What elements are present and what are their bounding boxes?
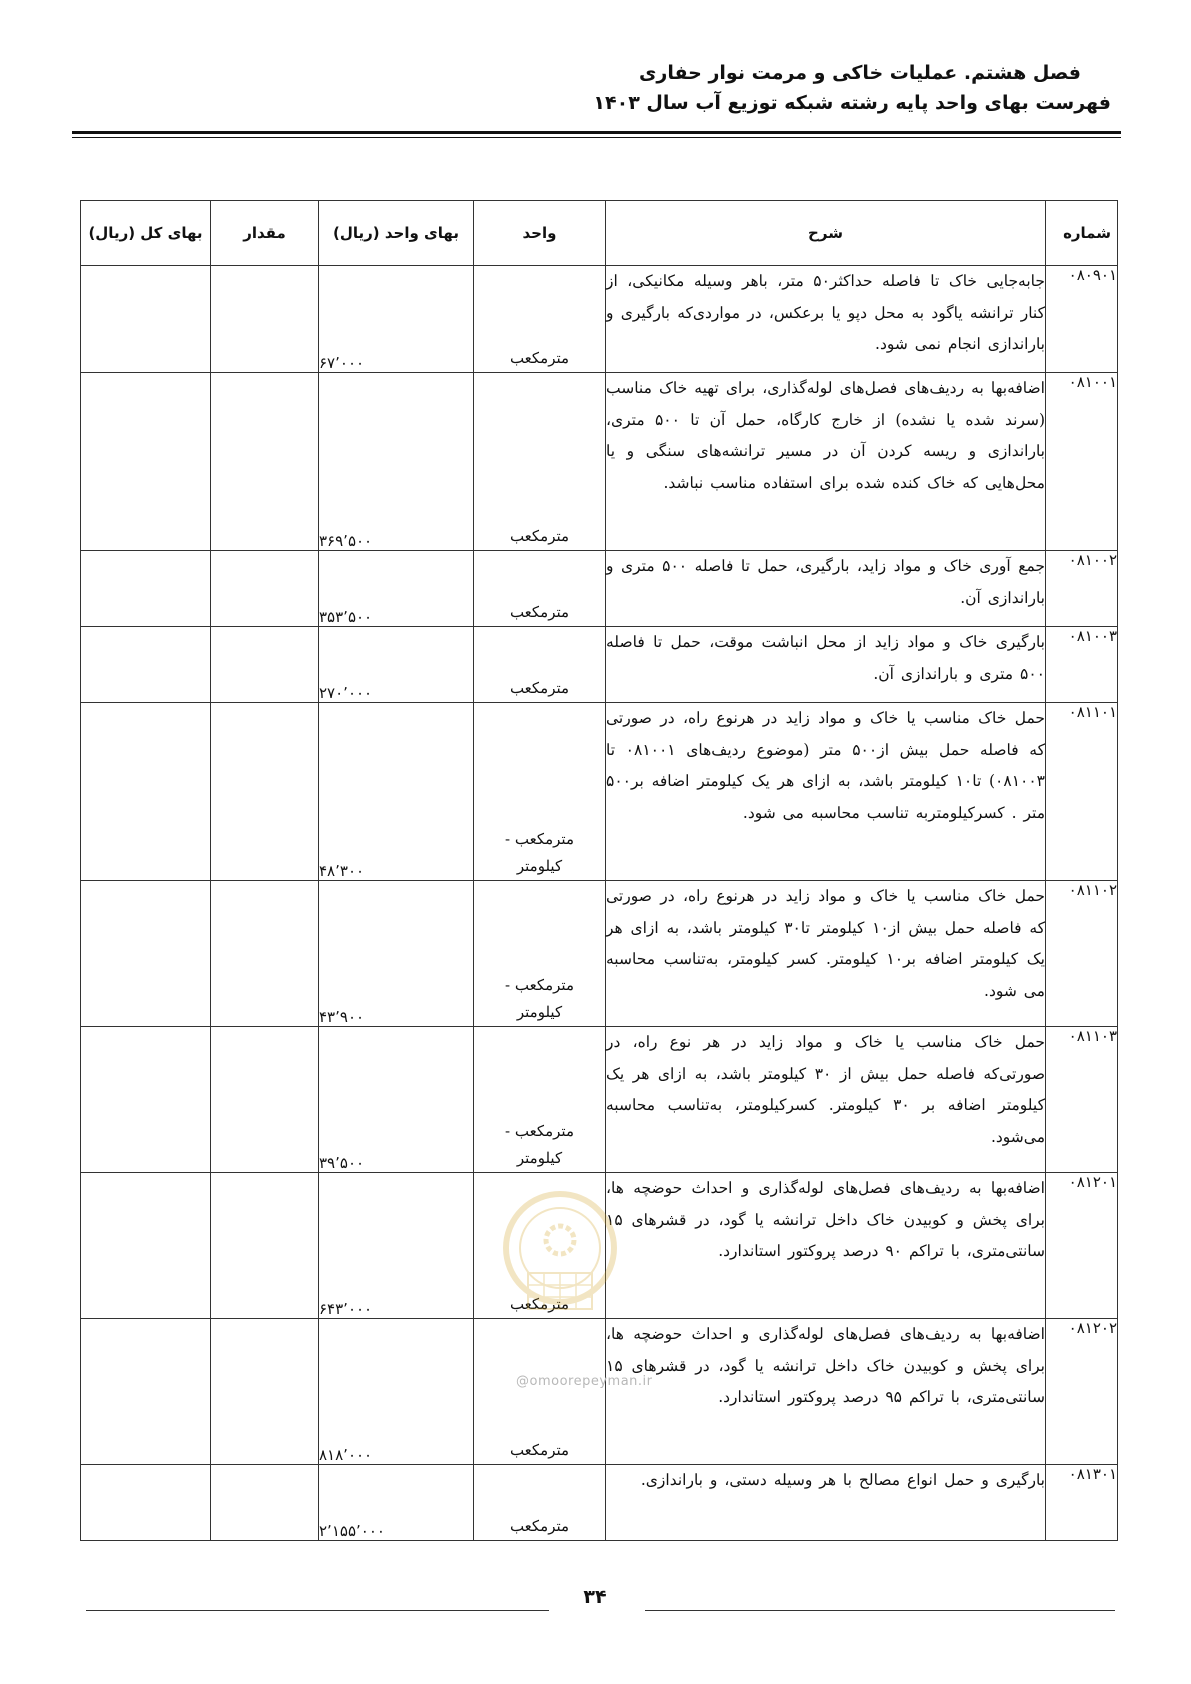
row-total-price xyxy=(81,1465,211,1541)
row-quantity xyxy=(211,1027,319,1173)
row-total-price xyxy=(81,627,211,703)
watermark-text: @omoorepeyman.ir xyxy=(516,1374,653,1389)
row-description: اضافه‌بها به ردیف‌های فصل‌های لوله‌گذاری و احداث حوضچه ها، برای پخش و کوبیدن خاک داخل ترانشه یا گود، در قشرهای ۱۵ سانتی‌متری، با تراکم ۹۵ درصد پروکتور استاندارد. xyxy=(606,1319,1046,1465)
header-rule-thick xyxy=(72,131,1121,134)
table-row xyxy=(81,373,1118,551)
table-row xyxy=(81,1027,1118,1173)
row-total-price xyxy=(81,1173,211,1319)
row-unit-price: ۲۷۰٬۰۰۰ xyxy=(319,627,474,703)
row-quantity xyxy=(211,551,319,627)
row-description: بارگیری و حمل انواع مصالح با هر وسیله دستی، و باراندازی. xyxy=(606,1465,1046,1541)
row-unit xyxy=(474,1465,606,1541)
row-description: اضافه‌بها به ردیف‌های فصل‌های لوله‌گذاری، برای تهیه خاک مناسب (سرند شده یا نشده) از خارج کارگاه، حمل آن تا ۵۰۰ متری، باراندازی و ریسه کردن آن در مسیر ترانشه‌های سنگی و یا محل‌هایی که خاک کنده شده برای استفاده مناسب نباشد. xyxy=(606,373,1046,551)
row-number: ۰۸۱۱۰۲ xyxy=(1046,881,1118,1027)
row-number: ۰۸۱۰۰۱ xyxy=(1046,373,1118,551)
row-unit-price: ۳۹٬۵۰۰ xyxy=(319,1027,474,1173)
row-quantity xyxy=(211,1173,319,1319)
footer-rule-right xyxy=(645,1610,1115,1611)
row-unit-line1: مترمکعب xyxy=(509,349,570,367)
row-description: جابه‌جایی خاک تا فاصله حداکثر۵۰ متر، باهر وسیله مکانیکی، از کنار ترانشه یاگود به محل دپو یا برعکس، در مواردی‌که بارگیری و باراندازی انجام نمی شود. xyxy=(606,266,1046,373)
row-total-price xyxy=(81,703,211,881)
chapter-title: فصل هشتم. عملیات خاکی و مرمت نوار حفاری xyxy=(639,62,1081,84)
row-unit-price: ۲٬۱۵۵٬۰۰۰ xyxy=(319,1465,474,1541)
row-total-price xyxy=(81,373,211,551)
row-quantity xyxy=(211,627,319,703)
row-unit-price: ۴۳٬۹۰۰ xyxy=(319,881,474,1027)
row-unit xyxy=(474,266,606,373)
row-unit-line1: مترمکعب xyxy=(509,527,570,545)
row-total-price xyxy=(81,1027,211,1173)
column-header-total-price: بهای کل (ریال) xyxy=(81,201,211,266)
table-header-row xyxy=(81,201,1118,266)
row-quantity xyxy=(211,1319,319,1465)
row-quantity xyxy=(211,1465,319,1541)
column-header-quantity: مقدار xyxy=(211,201,319,266)
row-quantity xyxy=(211,373,319,551)
table-row xyxy=(81,881,1118,1027)
row-quantity xyxy=(211,881,319,1027)
row-total-price xyxy=(81,881,211,1027)
row-description: جمع آوری خاک و مواد زاید، بارگیری، حمل تا فاصله ۵۰۰ متری و باراندازی آن. xyxy=(606,551,1046,627)
row-unit-price: ۸۱۸٬۰۰۰ xyxy=(319,1319,474,1465)
column-header-number: شماره xyxy=(1046,201,1118,266)
row-number: ۰۸۱۱۰۳ xyxy=(1046,1027,1118,1173)
page-number: ۳۴ xyxy=(583,1586,607,1608)
row-number: ۰۸۱۱۰۱ xyxy=(1046,703,1118,881)
row-number: ۰۸۱۰۰۲ xyxy=(1046,551,1118,627)
column-header-description: شرح xyxy=(606,201,1046,266)
row-unit-price: ۳۵۳٬۵۰۰ xyxy=(319,551,474,627)
watermark-logo xyxy=(500,1178,620,1358)
row-unit xyxy=(474,373,606,551)
row-unit xyxy=(474,1027,606,1173)
row-quantity xyxy=(211,703,319,881)
column-header-unit: واحد xyxy=(474,201,606,266)
footer-rule-left xyxy=(86,1610,549,1611)
row-unit-price: ۴۸٬۳۰۰ xyxy=(319,703,474,881)
column-header-unit-price: بهای واحد (ریال) xyxy=(319,201,474,266)
header-rule-thin xyxy=(72,137,1121,138)
row-unit-line2: کیلومتر xyxy=(516,857,563,875)
row-number: ۰۸۱۳۰۱ xyxy=(1046,1465,1118,1541)
row-description: حمل خاک مناسب یا خاک و مواد زاید در هر نوع راه، در صورتی‌که فاصله حمل بیش از ۳۰ کیلومتر باشد، به ازای هر یک کیلومتر اضافه بر ۳۰ کیلومتر. کسرکیلومتر، به‌تناسب محاسبه می‌شود. xyxy=(606,1027,1046,1173)
row-unit-line1: مترمکعب - xyxy=(505,1122,574,1140)
row-unit-price: ۳۶۹٬۵۰۰ xyxy=(319,373,474,551)
document-title: فهرست بهای واحد پایه رشته شبکه توزیع آب سال ۱۴۰۳ xyxy=(593,92,1111,114)
row-unit-line1: مترمکعب xyxy=(509,603,570,621)
row-unit-line1: مترمکعب - xyxy=(505,830,574,848)
row-unit xyxy=(474,551,606,627)
row-number: ۰۸۱۰۰۳ xyxy=(1046,627,1118,703)
row-unit-line1: مترمکعب xyxy=(509,679,570,697)
row-unit-line1: مترمکعب xyxy=(509,1441,570,1459)
row-unit-line1: مترمکعب xyxy=(509,1517,570,1535)
table-row xyxy=(81,266,1118,373)
row-description: حمل خاک مناسب یا خاک و مواد زاید در هرنوع راه، در صورتی که فاصله حمل بیش از۱۰ کیلومتر تا۳۰ کیلومتر باشد، به ازای هر یک کیلومتر اضافه بر۱۰ کیلومتر. کسر کیلومتر، به‌تناسب محاسبه می شود. xyxy=(606,881,1046,1027)
row-unit-line2: کیلومتر xyxy=(516,1149,563,1167)
row-total-price xyxy=(81,551,211,627)
row-number: ۰۸۱۲۰۱ xyxy=(1046,1173,1118,1319)
row-total-price xyxy=(81,266,211,373)
row-unit-price: ۶۴۳٬۰۰۰ xyxy=(319,1173,474,1319)
table-row xyxy=(81,1465,1118,1541)
row-number: ۰۸۱۲۰۲ xyxy=(1046,1319,1118,1465)
table-row xyxy=(81,551,1118,627)
row-unit-price: ۶۷٬۰۰۰ xyxy=(319,266,474,373)
table-row xyxy=(81,627,1118,703)
row-unit-line1: مترمکعب - xyxy=(505,976,574,994)
row-quantity xyxy=(211,266,319,373)
row-unit-line1: مترمکعب xyxy=(509,1295,570,1313)
row-total-price xyxy=(81,1319,211,1465)
table-row xyxy=(81,703,1118,881)
row-unit xyxy=(474,703,606,881)
row-description: حمل خاک مناسب یا خاک و مواد زاید در هرنوع راه، در صورتی که فاصله حمل بیش از۵۰۰ متر (موضوع ردیف‌های ۰۸۱۰۰۱ تا ۰۸۱۰۰۳) تا۱۰ کیلومتر باشد، به ازای هر یک کیلومتر اضافه بر۵۰۰ متر . کسرکیلومتربه تناسب محاسبه می شود. xyxy=(606,703,1046,881)
row-unit xyxy=(474,627,606,703)
row-description: اضافه‌بها به ردیف‌های فصل‌های لوله‌گذاری و احداث حوضچه ها، برای پخش و کوبیدن خاک داخل ترانشه یا گود، در قشرهای ۱۵ سانتی‌متری، با تراکم ۹۰ درصد پروکتور استاندارد. xyxy=(606,1173,1046,1319)
row-unit xyxy=(474,881,606,1027)
row-number: ۰۸۰۹۰۱ xyxy=(1046,266,1118,373)
row-unit-line2: کیلومتر xyxy=(516,1003,563,1021)
page-header xyxy=(71,58,1111,118)
row-description: بارگیری خاک و مواد زاید از محل انباشت موقت، حمل تا فاصله ۵۰۰ متری و باراندازی آن. xyxy=(606,627,1046,703)
